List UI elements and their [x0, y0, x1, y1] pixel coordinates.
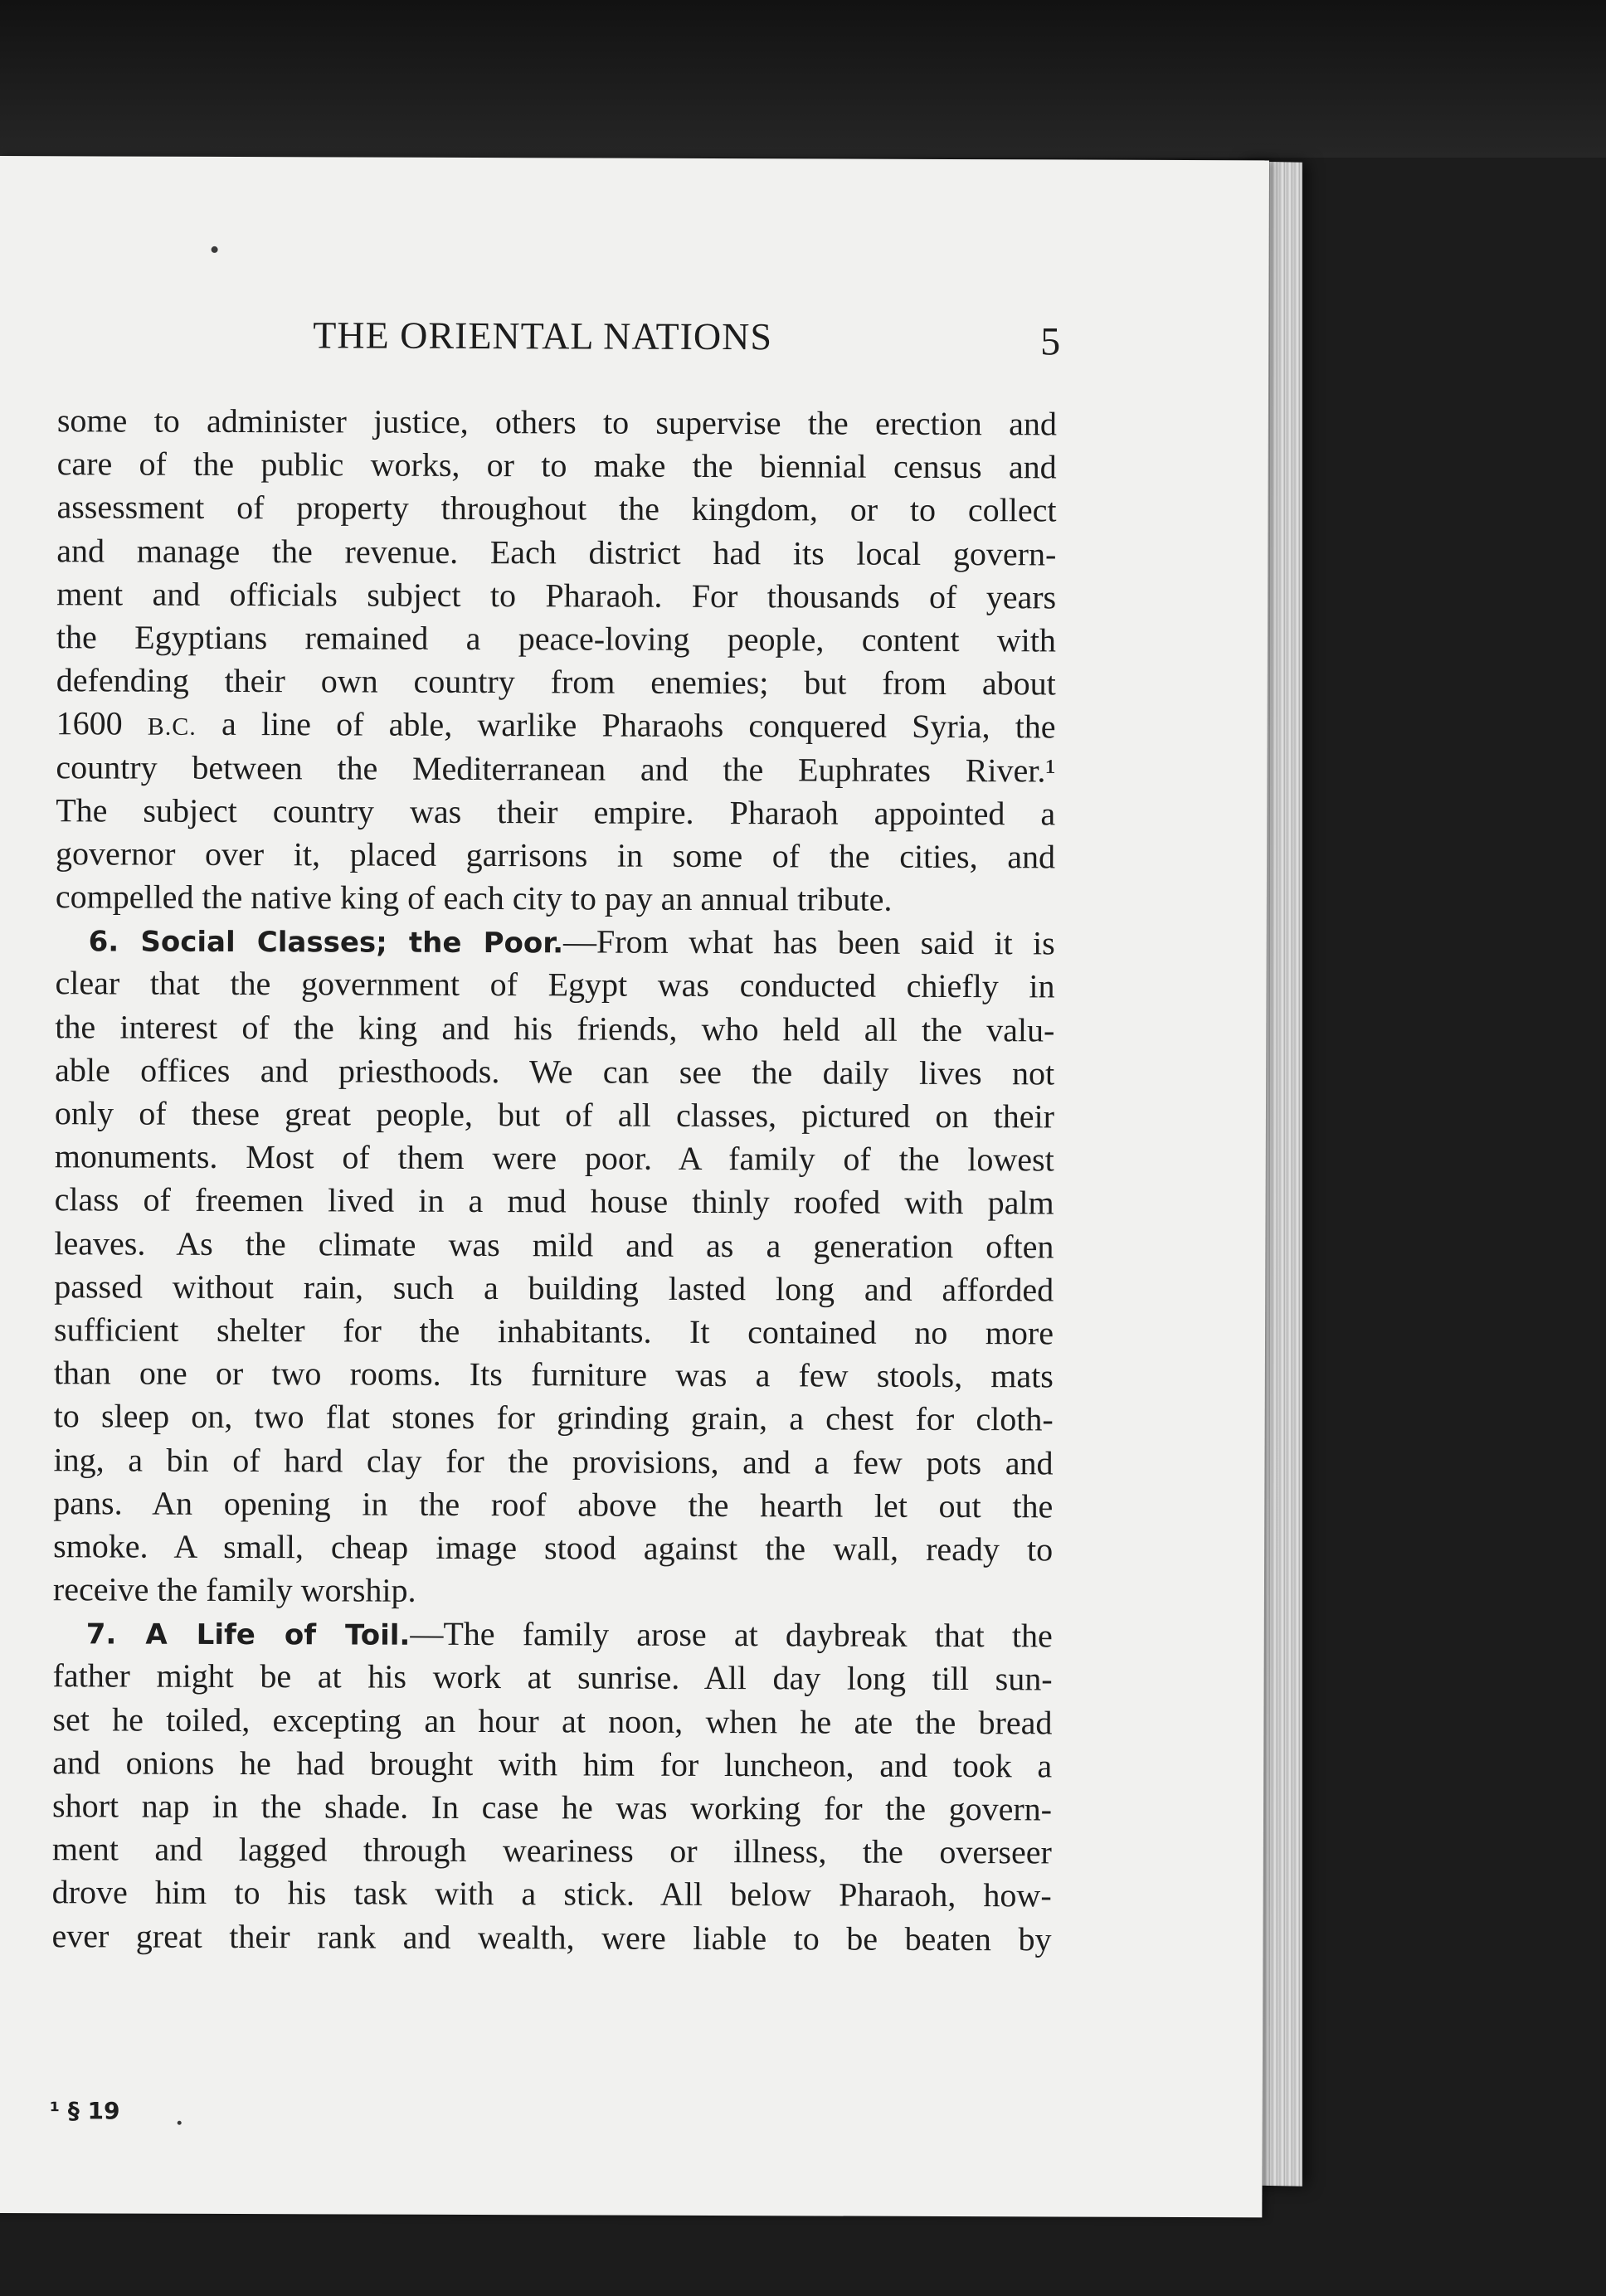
section-heading: 7. A Life of Toil. — [85, 1617, 411, 1652]
text-line — [55, 1092, 1054, 1138]
page-number: 5 — [1040, 319, 1061, 364]
line-text: 1600 — [56, 704, 148, 742]
text-line — [55, 962, 1054, 1009]
line-text: compelled the native king of each city to pay an annual tribute. — [55, 878, 893, 918]
line-text: governor over it, placed garrisons in some of the cities, and — [55, 834, 1056, 876]
text-line — [52, 1871, 1052, 1918]
text-line — [55, 1179, 1054, 1225]
line-text: country between the Mediterranean and the Euphrates River.¹ — [56, 747, 1056, 789]
text-line — [53, 1438, 1053, 1485]
line-text: ing, a bin of hard clay for the provisions, and a few pots and — [53, 1440, 1054, 1481]
text-line — [56, 832, 1055, 878]
line-text: some to administer justice, others to supervise the erection and — [56, 401, 1057, 443]
text-line — [55, 1048, 1054, 1095]
line-text: ment and lagged through weariness or illness, the overseer — [51, 1830, 1052, 1871]
text-line — [53, 1655, 1053, 1701]
text-line — [52, 1698, 1052, 1744]
line-text: than one or two rooms. Its furniture was a few stools, mats — [53, 1354, 1054, 1395]
line-text: and manage the revenue. Each district had its local govern- — [56, 531, 1057, 573]
line-text: —The family arose at daybreak that the — [410, 1614, 1053, 1655]
text-line — [54, 1222, 1054, 1268]
era-abbreviation: B.C. — [147, 713, 197, 742]
text-line — [56, 659, 1056, 705]
text-line — [56, 529, 1056, 576]
line-text: —From what has been said it is — [563, 922, 1055, 962]
text-line — [57, 442, 1057, 489]
line-text: only of these great people, but of all classes, pictured on their — [54, 1094, 1055, 1136]
line-text: clear that the government of Egypt was conducted chiefly in — [55, 964, 1055, 1005]
dust-speck — [178, 2121, 182, 2125]
line-text: the interest of the king and his friends, who held all the valu- — [55, 1007, 1055, 1049]
line-text: monuments. Most of them were poor. A family of the lowest — [54, 1137, 1054, 1179]
text-line — [53, 1525, 1053, 1571]
line-text: pans. An opening in the roof above the hearth let out the — [53, 1483, 1054, 1525]
text-line — [51, 1914, 1051, 1961]
scan-backdrop — [0, 0, 1606, 158]
line-text: class of freemen lived in a mud house thinly roofed with palm — [54, 1180, 1054, 1222]
line-text: The subject country was their empire. Pharaoh appointed a — [56, 790, 1056, 833]
text-line — [54, 1395, 1054, 1442]
text-line — [54, 1308, 1054, 1355]
text-line — [53, 1481, 1053, 1528]
text-line — [57, 399, 1057, 445]
text-line — [52, 1741, 1052, 1788]
line-text: father might be at his work at sunrise. All day long till sun- — [52, 1656, 1053, 1698]
line-text: the Egyptians remained a peace-loving people, content with — [56, 618, 1057, 659]
section-heading-line — [56, 918, 1055, 965]
book-page — [0, 156, 1269, 2217]
text-line — [53, 1568, 1053, 1614]
line-text: care of the public works, or to make the biennial census and — [56, 445, 1057, 486]
text-line — [56, 746, 1055, 792]
line-text: assessment of property throughout the kingdom, or to collect — [56, 488, 1057, 529]
footnote: ¹ § 19 — [49, 2097, 120, 2125]
line-text: leaves. As the climate was mild and as a generation often — [54, 1223, 1054, 1266]
line-text: defending their own country from enemies; but from about — [56, 661, 1056, 703]
line-text: short nap in the shade. In case he was working for the govern- — [51, 1787, 1053, 1828]
line-text: drove him to his task with a stick. All below Pharaoh, how- — [51, 1873, 1052, 1914]
text-line — [52, 1827, 1052, 1874]
section-heading-line — [53, 1611, 1053, 1657]
line-text: receive the family worship. — [52, 1570, 416, 1609]
text-line — [56, 875, 1055, 922]
line-text: passed without rain, such a building lasted long and afforded — [54, 1267, 1054, 1309]
section-heading: 6. Social Classes; the Poor. — [88, 925, 564, 961]
line-text: set he toiled, excepting an hour at noon, when he ate the bread — [52, 1700, 1053, 1742]
running-head: THE ORIENTAL NATIONS — [313, 314, 773, 358]
line-text: sufficient shelter for the inhabitants. It contained no more — [53, 1311, 1054, 1352]
text-line — [56, 789, 1055, 835]
text-line — [54, 1351, 1054, 1398]
line-text: and onions he had brought with him for luncheon, and took a — [52, 1744, 1053, 1785]
text-line — [55, 1135, 1054, 1181]
dust-speck — [212, 246, 218, 253]
text-line — [56, 486, 1056, 533]
line-text: ever great their rank and wealth, were liable to be beaten by — [51, 1916, 1052, 1958]
line-text: smoke. A small, cheap image stood against the wall, ready to — [53, 1527, 1054, 1569]
text-line — [55, 1005, 1054, 1052]
text-line — [52, 1784, 1052, 1831]
text-line — [56, 615, 1056, 662]
text-line — [56, 703, 1056, 749]
text-line — [56, 572, 1056, 619]
line-text: a line of able, warlike Pharaohs conquered Syria, the — [196, 705, 1056, 746]
line-text: to sleep on, two flat stones for grinding grain, a chest for cloth- — [53, 1397, 1054, 1438]
line-text: able offices and priesthoods. We can see the daily lives not — [55, 1051, 1055, 1092]
text-line — [54, 1265, 1054, 1311]
line-text: ment and officials subject to Pharaoh. For thousands of years — [56, 574, 1057, 616]
body-text — [51, 399, 1057, 1961]
